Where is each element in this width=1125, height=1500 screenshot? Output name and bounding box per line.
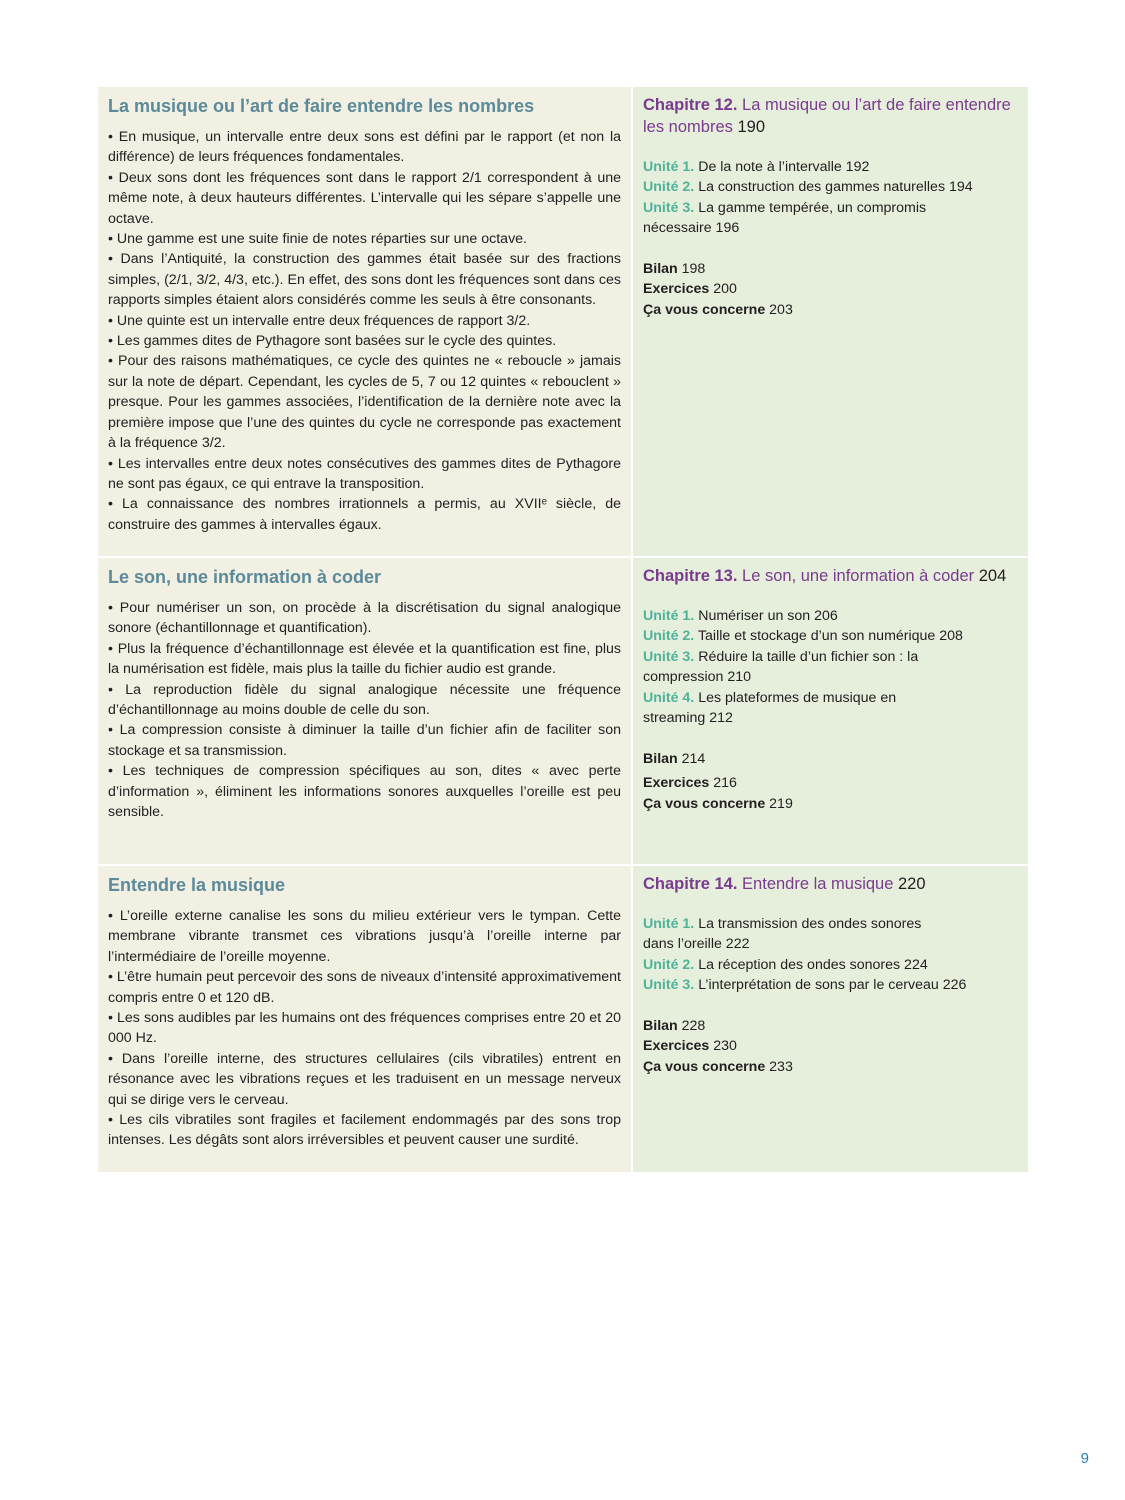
concerne-page: 233: [769, 1058, 793, 1075]
unit-entry[interactable]: [643, 688, 903, 729]
unit-text: Réduire la taille d’un fichier son : la compression 210: [643, 648, 919, 686]
unit-label: Unité 2.: [643, 956, 695, 973]
chapter-label: Chapitre 13.: [643, 567, 738, 585]
bullet-list: [108, 127, 621, 535]
exercices-label: Exercices: [643, 281, 710, 298]
exercices-entry[interactable]: [643, 773, 1018, 793]
exercices-page: 216: [713, 775, 737, 792]
bullet-item: • Une gamme est une suite finie de notes réparties sur une octave.: [108, 231, 528, 248]
bullet-item: • Pour numériser un son, on procède à la discrétisation du signal analogique sonore (échantillonnage et quantification).: [108, 600, 621, 637]
bullet-item: • Les sons audibles par les humains ont des fréquences comprises entre 20 et 20 000 Hz.: [108, 1010, 621, 1047]
concerne-page: 219: [769, 795, 793, 812]
unit-text: De la note à l’intervalle 192: [698, 159, 870, 175]
bilan-entry[interactable]: [643, 749, 1018, 769]
concerne-label: Ça vous concerne: [643, 795, 766, 812]
bullet-item: • Les intervalles entre deux notes consécutives des gammes dites de Pythagore ne sont pas égaux, ce qui entrave la transposition.: [108, 455, 621, 492]
exercices-entry[interactable]: [643, 1036, 1018, 1056]
spacer: [643, 728, 1018, 748]
exercices-entry[interactable]: [643, 279, 1018, 299]
unit-text: Les plateformes de musique en streaming 212: [643, 689, 897, 727]
bullet-list: [108, 906, 621, 1151]
bullet-item: • L’oreille externe canalise les sons du milieu extérieur vers le tympan. Cette membrane vibrante transmet ces vibrations jusqu’à l’oreille interne par l’intermédiaire de l’oreille moyenne.: [108, 908, 621, 965]
chapter-label: Chapitre 12.: [643, 96, 738, 114]
bilan-entry[interactable]: [643, 1016, 1018, 1036]
bilan-entry[interactable]: [643, 259, 1018, 279]
bullet-item: • Dans l’Antiquité, la construction des gammes était basée sur des fractions simples, (2/1, 3/2, 4/3, etc.). En effet, des sons dont les fréquences sont dans ces rapports simples étaient alors considérés comme les seuls à être consonants.: [108, 251, 621, 309]
bullet-item: • Pour des raisons mathématiques, ce cycle des quintes ne « reboucle » jamais sur la note de départ. Cependant, les cycles de 5, 7 ou 12 quintes « rebouclent » presque. Pour les gammes associées, l’identification de la dernière note avec la première impose que l’une des quintes du cycle ne corresponde pas exactement à la fréquence 3/2.: [108, 353, 621, 452]
unit-text: La réception des ondes sonores 224: [698, 956, 928, 973]
page-number: 9: [1080, 1450, 1089, 1467]
section-title: Le son, une information à coder: [108, 567, 382, 587]
section-title: La musique ou l’art de faire entendre les nombres: [108, 96, 535, 116]
chapter-title: La musique ou l’art de faire entendre les nombres: [643, 96, 1011, 136]
bilan-page: 198: [681, 261, 706, 278]
unit-label: Unité 2.: [643, 628, 695, 645]
unit-text: La transmission des ondes sonores dans l’oreille 222: [643, 916, 922, 953]
unit-label: Unité 1.: [643, 916, 695, 932]
concerne-label: Ça vous concerne: [643, 1058, 766, 1075]
chapter-label: Chapitre 14.: [643, 875, 738, 893]
unit-label: Unité 3.: [643, 199, 695, 216]
chapter-cell-14: [633, 866, 1028, 1172]
chapter-cell-12: [633, 87, 1028, 556]
unit-label: Unité 3.: [643, 977, 695, 994]
concerne-page: 203: [769, 301, 793, 318]
summary-cell-1: [98, 87, 631, 556]
concerne-entry[interactable]: [643, 300, 1018, 320]
bilan-page: 214: [681, 750, 706, 767]
unit-text: Taille et stockage d’un son numérique 208: [697, 628, 963, 645]
spacer: [643, 996, 1018, 1016]
bullet-item: • La connaissance des nombres irrationnels a permis, au XVIIᵉ siècle, de construire des gammes à intervalles égaux.: [108, 496, 621, 533]
chapter-page: 204: [978, 567, 1007, 585]
section-title: Entendre la musique: [108, 875, 286, 895]
bullet-item: • Deux sons dont les fréquences sont dans le rapport 2/1 correspondent à une même note, à deux hauteurs différentes. L’intervalle qui les sépare s’appelle une octave.: [108, 169, 621, 227]
concerne-label: Ça vous concerne: [643, 301, 766, 318]
bullet-item: • En musique, un intervalle entre deux sons est défini par le rapport (et non la différence) de leurs fréquences fondamentales.: [108, 129, 621, 166]
chapter-page: 190: [737, 118, 765, 136]
chapter-cell-13: [633, 558, 1028, 864]
unit-entry[interactable]: [643, 606, 1018, 626]
unit-entry[interactable]: [643, 157, 1018, 177]
unit-label: Unité 1.: [643, 608, 695, 624]
unit-label: Unité 1.: [643, 159, 695, 175]
unit-entry[interactable]: [643, 955, 1018, 975]
exercices-page: 200: [713, 281, 737, 298]
chapter-heading[interactable]: [643, 873, 1018, 895]
exercices-label: Exercices: [643, 775, 710, 792]
bilan-label: Bilan: [643, 261, 678, 278]
spacer: [643, 239, 1018, 259]
unit-entry[interactable]: [643, 975, 1018, 995]
chapter-title: Entendre la musique: [742, 875, 894, 893]
bilan-label: Bilan: [643, 1018, 678, 1035]
bullet-list: [108, 598, 621, 822]
unit-label: Unité 2.: [643, 179, 695, 196]
bullet-item: • Plus la fréquence d’échantillonnage est élevée et la quantification est fine, plus la numérisation est fidèle, mais plus la taille du fichier audio est grande.: [108, 640, 621, 678]
unit-entry[interactable]: [643, 914, 953, 955]
chapter-heading[interactable]: [643, 94, 1018, 138]
unit-label: Unité 3.: [643, 648, 695, 665]
unit-entry[interactable]: [643, 198, 943, 239]
chapter-heading[interactable]: [643, 565, 1018, 587]
unit-text: L’interprétation de sons par le cerveau 226: [698, 977, 967, 994]
unit-text: La construction des gammes naturelles 194: [698, 179, 973, 196]
summary-cell-2: [98, 558, 631, 864]
unit-entry[interactable]: [643, 626, 1018, 646]
exercices-label: Exercices: [643, 1038, 710, 1055]
bullet-item: • La reproduction fidèle du signal analogique nécessite une fréquence d’échantillonnage au moins double de celle du son.: [108, 681, 621, 719]
bullet-item: • L’être humain peut percevoir des sons de niveaux d’intensité approximativement compris entre 0 et 120 dB.: [108, 969, 621, 1006]
toc-table: [98, 87, 1028, 1172]
bullet-item: • Dans l’oreille interne, des structures cellulaires (cils vibratiles) entrent en résonance avec les vibrations reçues et les traduisent en un message nerveux qui se dirige vers le cerveau.: [108, 1050, 621, 1108]
bullet-item: • Une quinte est un intervalle entre deux fréquences de rapport 3/2.: [108, 312, 531, 329]
chapter-title: Le son, une information à coder: [742, 567, 975, 585]
bilan-label: Bilan: [643, 750, 678, 767]
bullet-item: • Les techniques de compression spécifiques au son, dites « avec perte d’information », éliminent les informations sonores auxquelles l’oreille est peu sensible.: [108, 763, 621, 821]
bullet-item: • Les gammes dites de Pythagore sont basées sur le cycle des quintes.: [108, 333, 557, 350]
bullet-item: • Les cils vibratiles sont fragiles et facilement endommagés par des sons trop intenses. Les dégâts sont alors irréversibles et peuvent causer une surdité.: [108, 1112, 621, 1149]
exercices-page: 230: [713, 1038, 737, 1055]
unit-entry[interactable]: [643, 647, 933, 688]
unit-text: La gamme tempérée, un compromis nécessaire 196: [643, 199, 927, 237]
concerne-entry[interactable]: [643, 1057, 1018, 1077]
unit-entry[interactable]: [643, 177, 1018, 197]
concerne-entry[interactable]: [643, 794, 1018, 814]
bullet-item: • La compression consiste à diminuer la taille d’un fichier afin de faciliter son stockage et sa transmission.: [108, 722, 621, 759]
summary-cell-3: [98, 866, 631, 1172]
unit-label: Unité 4.: [643, 689, 695, 706]
chapter-page: 220: [898, 875, 926, 893]
bilan-page: 228: [681, 1018, 706, 1035]
unit-text: Numériser un son 206: [698, 608, 838, 624]
